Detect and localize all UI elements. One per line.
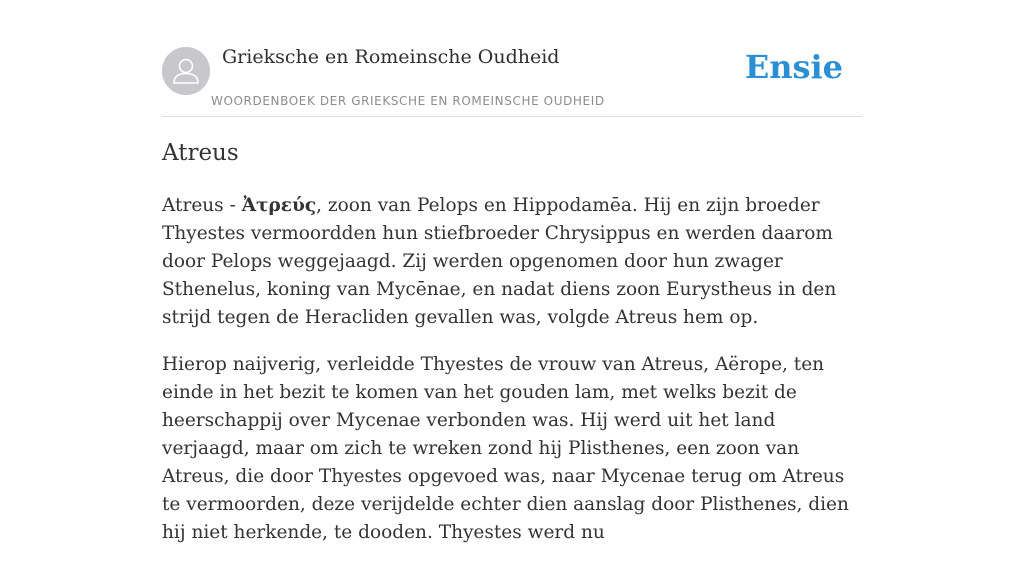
paragraph-2: Hierop naijverig, verleidde Thyestes de vrouw van Atreus, Aërope, ten einde in het bezit te komen van het gouden lam, met welks bezit de heerschappij over Mycenae verbonden was. Hij werd uit het land verjaagd, maar om zich te wreken zond hij Plisthenes, een zoon van Atreus, die door Thyestes opgevoed was, naar Mycenae terug om Atreus te vermoorden, deze verijdelde echter dien aanslag door Plisthenes, dien hij niet herkende, te dooden. Thyestes werd nu: [162, 354, 849, 543]
page: [162, 0, 862, 543]
greek-term: Ἀτρεύς: [241, 195, 317, 216]
site-subtitle: WOORDENBOEK DER GRIEKSCHE EN ROMEINSCHE OUDHEID: [211, 94, 605, 108]
paragraph-1-text: , zoon van Pelops en Hippodamēa. Hij en zijn broeder Thyestes vermoordden hun stiefbroeder Chrysippus en werden daarom door Pelops weggejaagd. Zij werden opgenomen door hun zwager Sthenelus, koning van Mycēnae, en nadat diens zoon Eurystheus in den strijd tegen de Heracliden gevallen was, volgde Atreus hem op.: [162, 195, 837, 328]
user-avatar-icon[interactable]: [162, 47, 210, 95]
site-header: [162, 0, 862, 117]
person-outline-icon: [162, 47, 210, 95]
entry-body: [162, 192, 862, 566]
site-title[interactable]: Grieksche en Romeinsche Oudheid: [222, 46, 560, 68]
entry-lemma: Atreus -: [162, 195, 242, 216]
paragraph-1: [162, 192, 862, 332]
brand-logo[interactable]: Ensie: [744, 48, 843, 86]
entry-title: Atreus: [162, 140, 239, 166]
